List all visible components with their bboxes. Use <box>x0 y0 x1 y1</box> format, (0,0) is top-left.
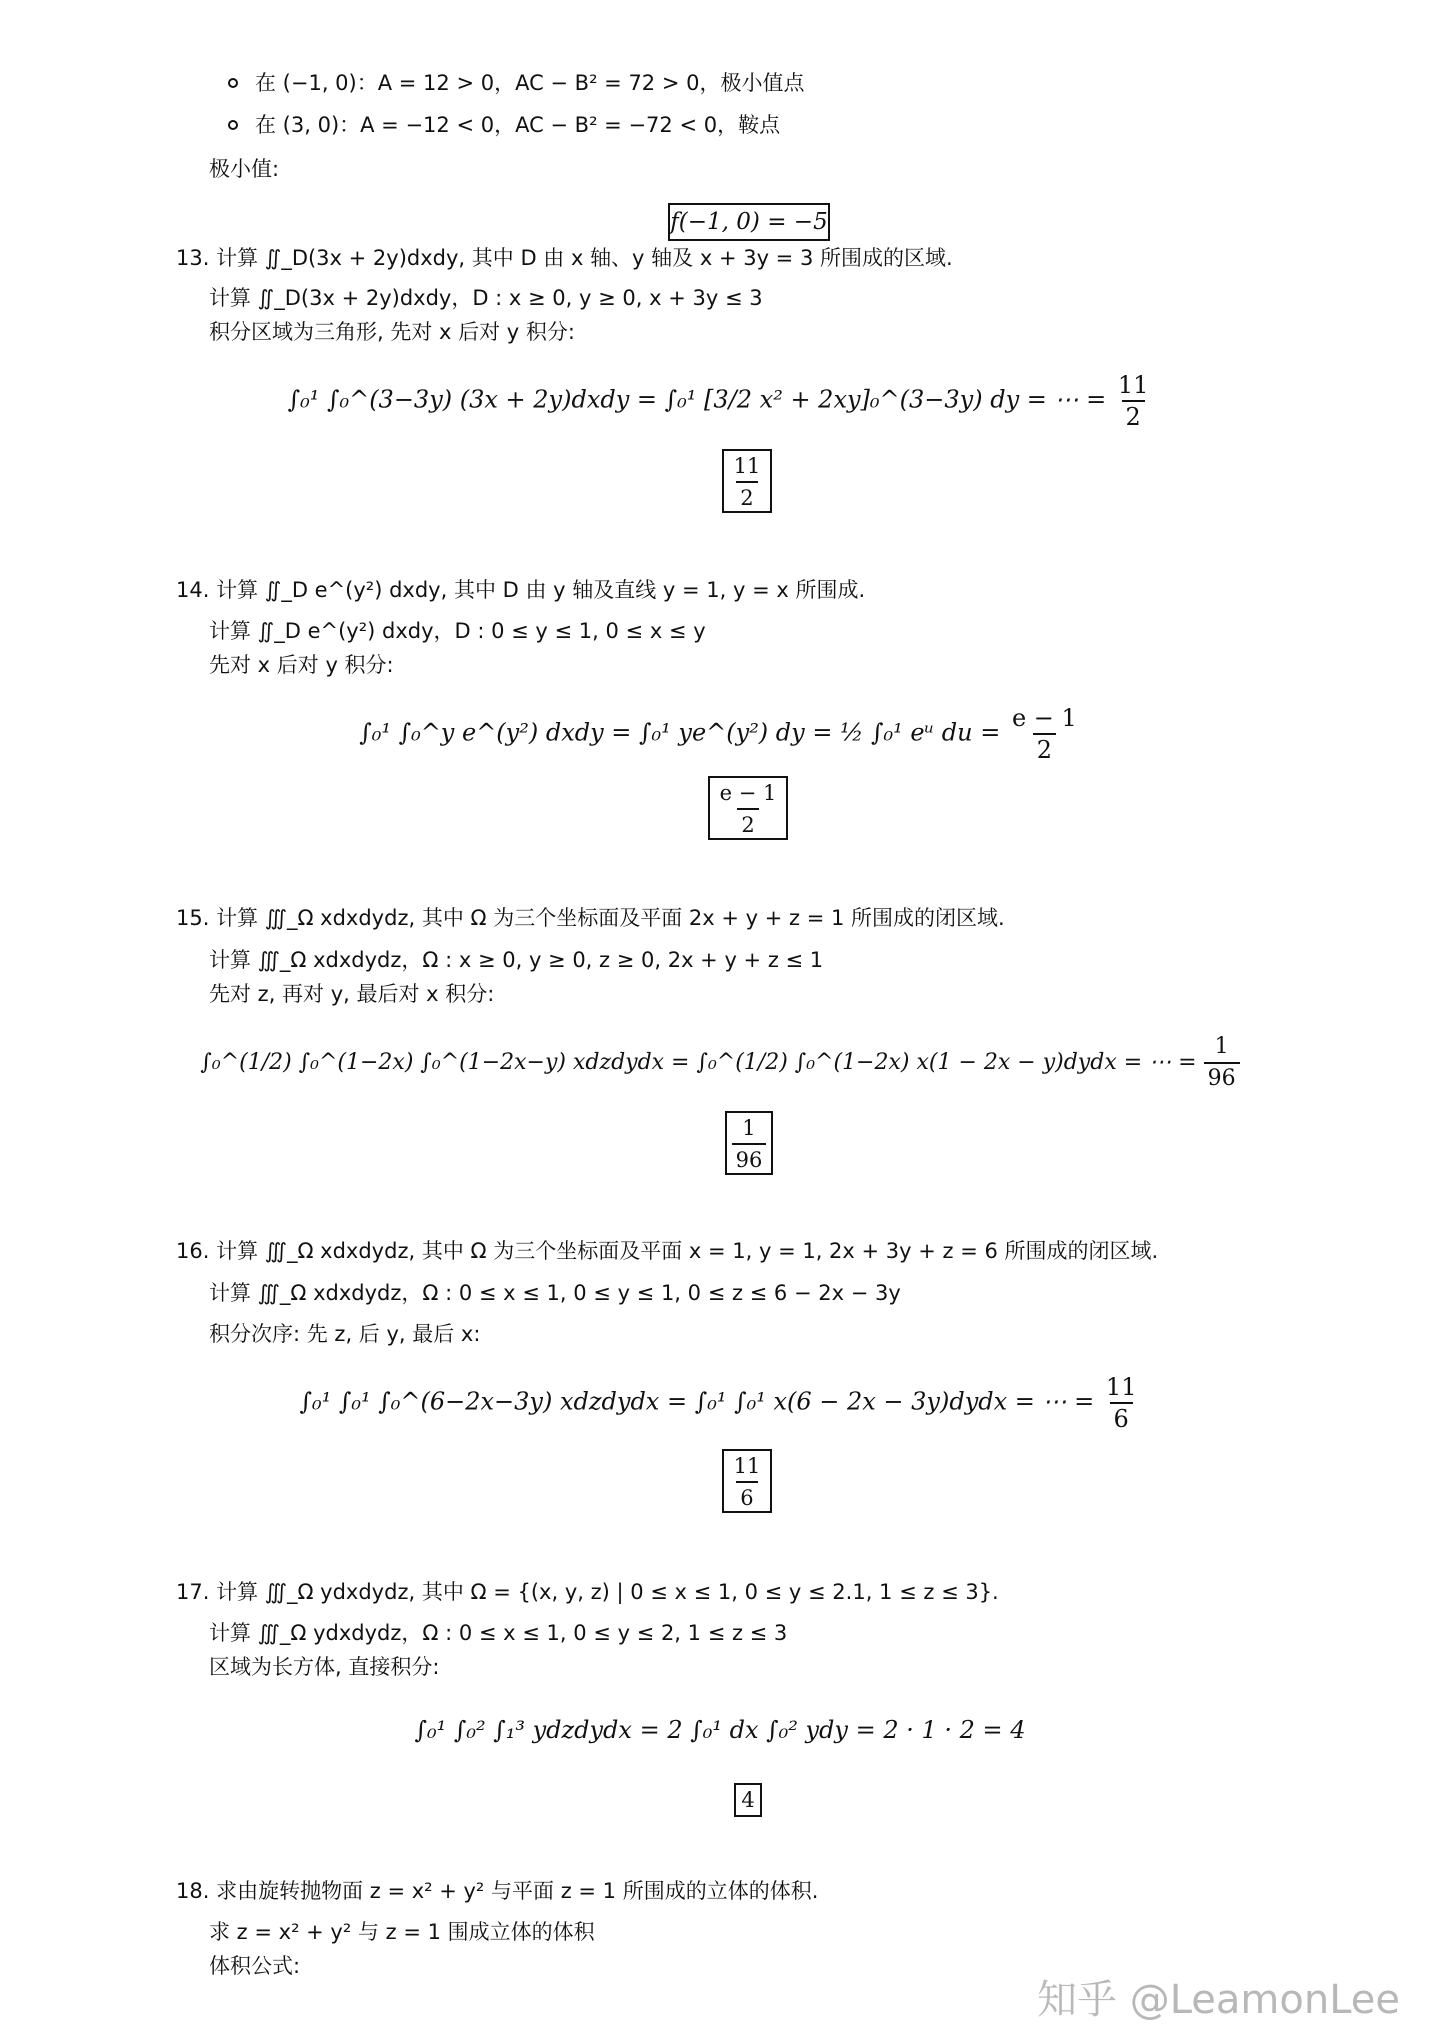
problem-13-equation: ∫₀¹ ∫₀^(3−3y) (3x + 2y)dxdy = ∫₀¹ [3/2 x² + 2xy]₀^(3−3y) dy = ⋯ = $\frac{11}{2}$ <box>0 370 1440 432</box>
problem-13-title: 13. 计算 ∬_D(3x + 2y)dxdy, 其中 D 由 x 轴、y 轴及 x + 3y = 3 所围成的区域. <box>176 246 953 270</box>
problem-16-restate: 计算 ∭_Ω xdxdydz，Ω : 0 ≤ x ≤ 1, 0 ≤ y ≤ 1, 0 ≤ z ≤ 6 − 2x − 3y <box>209 1281 901 1305</box>
answer-fraction: $\frac{1}{96}$ <box>1204 1032 1240 1094</box>
problem-14-note: 先对 x 后对 y 积分: <box>209 653 394 677</box>
problem-16-equation: ∫₀¹ ∫₀¹ ∫₀^(6−2x−3y) xdzdydx = ∫₀¹ ∫₀¹ x(6 − 2x − 3y)dydx = ⋯ = $\frac{11}{6}$ <box>0 1372 1440 1434</box>
bullet-icon <box>228 78 238 88</box>
problem-18-restate: 求 z = x² + y² 与 z = 1 围成立体的体积 <box>209 1920 595 1944</box>
problem-14-title: 14. 计算 ∬_D e^(y²) dxdy, 其中 D 由 y 轴及直线 y = 1, y = x 所围成. <box>176 578 866 602</box>
problem-16-title: 16. 计算 ∭_Ω xdxdydz, 其中 Ω 为三个坐标面及平面 x = 1, y = 1, 2x + 3y + z = 6 所围成的闭区域. <box>176 1239 1159 1263</box>
boxed-answer-13: $\frac{11}{2}$ <box>722 449 772 513</box>
problem-17-title: 17. 计算 ∭_Ω ydxdydz, 其中 Ω = {(x, y, z) | 0 ≤ x ≤ 1, 0 ≤ y ≤ 2.1, 1 ≤ z ≤ 3}. <box>176 1580 999 1604</box>
problem-15-equation: ∫₀^(1/2) ∫₀^(1−2x) ∫₀^(1−2x−y) xdzdydx = ∫₀^(1/2) ∫₀^(1−2x) x(1 − 2x − y)dydx = ⋯ = $\frac{1}{96}$ <box>0 1032 1440 1094</box>
answer-fraction: $\frac{e - 1}{2}$ <box>1011 704 1077 764</box>
problem-17-restate: 计算 ∭_Ω ydxdydz，Ω : 0 ≤ x ≤ 1, 0 ≤ y ≤ 2, 1 ≤ z ≤ 3 <box>209 1621 788 1645</box>
bullet-minimum: 在 (−1, 0)：A = 12 > 0，AC − B² = 72 > 0，极小值点 <box>255 71 805 95</box>
bullet-saddle: 在 (3, 0)：A = −12 < 0，AC − B² = −72 < 0，鞍点 <box>255 113 781 137</box>
boxed-answer-min: f(−1, 0) = −5 <box>668 203 830 241</box>
problem-18-note: 体积公式: <box>209 1954 301 1978</box>
boxed-answer-16: $\frac{11}{6}$ <box>722 1449 772 1513</box>
problem-15-title: 15. 计算 ∭_Ω xdxdydz, 其中 Ω 为三个坐标面及平面 2x + y + z = 1 所围成的闭区域. <box>176 906 1005 930</box>
answer-fraction: $\frac{11}{6}$ <box>1105 1373 1137 1433</box>
bullet-icon <box>228 120 238 130</box>
problem-14-restate: 计算 ∬_D e^(y²) dxdy，D : 0 ≤ y ≤ 1, 0 ≤ x ≤ y <box>209 619 706 643</box>
problem-16-note: 积分次序: 先 z, 后 y, 最后 x: <box>209 1322 481 1346</box>
problem-13-restate: 计算 ∬_D(3x + 2y)dxdy，D : x ≥ 0, y ≥ 0, x + 3y ≤ 3 <box>209 286 763 310</box>
problem-17-note: 区域为长方体, 直接积分: <box>209 1655 440 1679</box>
boxed-answer-15: $\frac{1}{96}$ <box>725 1111 773 1175</box>
problem-15-restate: 计算 ∭_Ω xdxdydz，Ω : x ≥ 0, y ≥ 0, z ≥ 0, 2x + y + z ≤ 1 <box>209 948 824 972</box>
problem-13-note: 积分区域为三角形, 先对 x 后对 y 积分: <box>209 320 575 344</box>
boxed-answer-17: 4 <box>734 1783 762 1817</box>
answer-fraction: $\frac{11}{2}$ <box>1117 371 1149 431</box>
problem-15-note: 先对 z, 再对 y, 最后对 x 积分: <box>209 982 495 1006</box>
min-label: 极小值: <box>209 157 280 181</box>
boxed-answer-14: $\frac{e - 1}{2}$ <box>708 776 788 840</box>
zhihu-watermark: 知乎 @LeamonLee <box>1036 1977 1400 2023</box>
problem-18-title: 18. 求由旋转抛物面 z = x² + y² 与平面 z = 1 所围成的立体的体积. <box>176 1879 819 1903</box>
problem-14-equation: ∫₀¹ ∫₀^y e^(y²) dxdy = ∫₀¹ ye^(y²) dy = ½ ∫₀¹ eᵘ du = $\frac{e - 1}{2}$ <box>0 703 1440 765</box>
problem-17-equation: ∫₀¹ ∫₀² ∫₁³ ydzdydx = 2 ∫₀¹ dx ∫₀² ydy = 2 · 1 · 2 = 4 <box>414 1716 1026 1744</box>
